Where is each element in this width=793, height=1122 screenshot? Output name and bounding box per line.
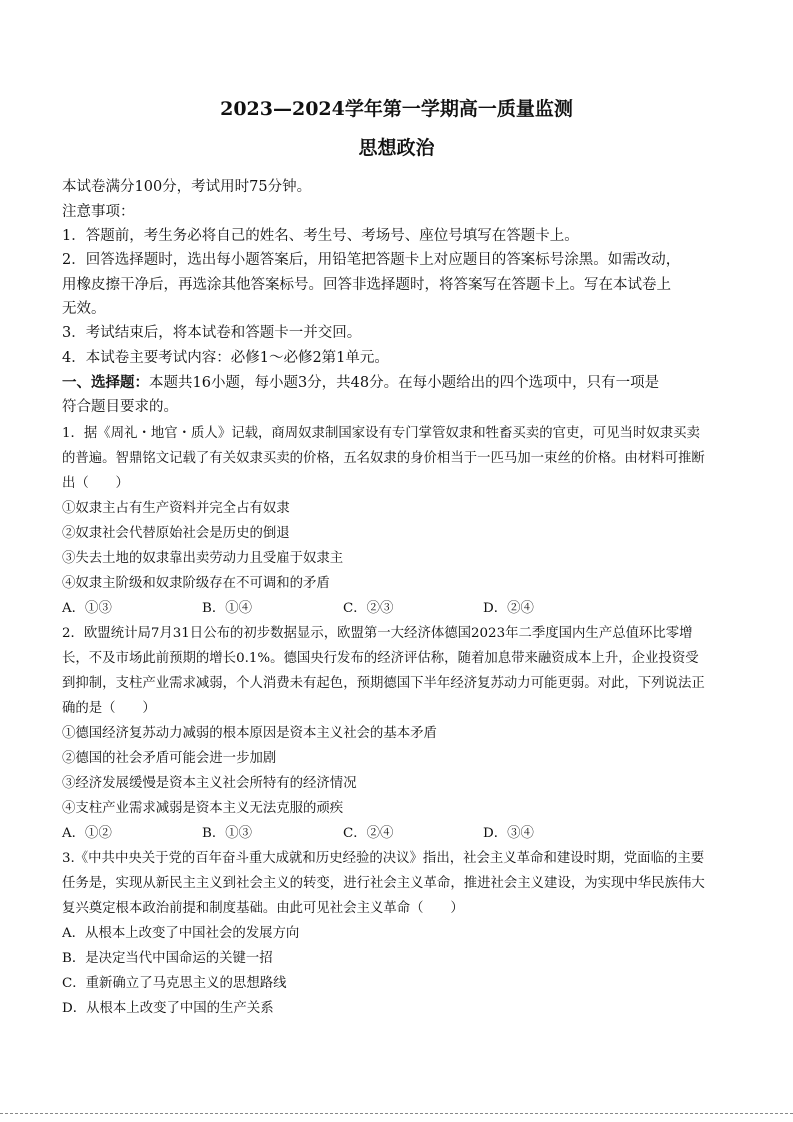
- question-3-option: B．是决定当代中国命运的关键一招: [62, 951, 273, 966]
- option-c: C．②④: [343, 826, 394, 841]
- section-desc: 本题共16小题，每小题3分，共48分。在每小题给出的四个选项中，只有一项是: [149, 375, 660, 391]
- question-1-statement: ③失去土地的奴隶靠出卖劳动力且受雇于奴隶主: [62, 551, 344, 566]
- section-header-cont: 符合题目要求的。: [62, 399, 178, 415]
- instruction-line: 本试卷满分100分，考试用时75分钟。: [62, 179, 312, 195]
- question-2-statement: ③经济发展缓慢是资本主义社会所特有的经济情况: [62, 776, 357, 791]
- page-bottom-rule: [0, 1113, 793, 1114]
- instruction-line: 3．考试结束后，将本试卷和答题卡一并交回。: [62, 325, 362, 341]
- option-b: B．①④: [202, 601, 253, 616]
- question-3-stem: 复兴奠定根本政治前提和制度基础。由此可见社会主义革命（ ）: [62, 901, 464, 916]
- instruction-line: 用橡皮擦干净后，再选涂其他答案标号。回答非选择题时，将答案写在答题卡上。写在本试卷上: [62, 277, 671, 293]
- question-2-statement: ①德国经济复苏动力减弱的根本原因是资本主义社会的基本矛盾: [62, 726, 437, 741]
- instruction-line: 注意事项：: [62, 204, 135, 220]
- section-label: 一、选择题：: [62, 374, 149, 391]
- option-a: A．①②: [62, 826, 112, 841]
- question-3-stem: 3.《中共中央关于党的百年奋斗重大成就和历史经验的决议》指出，社会主义革命和建设时期，党面临的主要: [62, 851, 705, 866]
- instruction-line: 2．回答选择题时，选出每小题答案后，用铅笔把答题卡上对应题目的答案标号涂黑。如需改动，: [62, 252, 681, 268]
- instruction-line: 4．本试卷主要考试内容：必修1～必修2第1单元。: [62, 350, 389, 366]
- question-2-stem: 长，不及市场此前预期的增长0.1%。德国央行发布的经济评估称，随着加息带来融资成本上升，企业投资受: [62, 651, 699, 666]
- option-c: C．②③: [343, 601, 394, 616]
- exam-subject: 思想政治: [358, 137, 435, 159]
- question-1-statement: ①奴隶主占有生产资料并完全占有奴隶: [62, 501, 290, 516]
- option-a: A．①③: [62, 601, 112, 616]
- instruction-line: 无效。: [62, 301, 106, 317]
- option-d: D．③④: [483, 826, 534, 841]
- question-2-statement: ②德国的社会矛盾可能会进一步加剧: [62, 751, 277, 766]
- question-1-stem: 的普遍。智鼎铭文记载了有关奴隶买卖的价格，五名奴隶的身价相当于一匹马加一束丝的价格。由材料可推断: [62, 451, 705, 466]
- question-3-stem: 任务是，实现从新民主主义到社会主义的转变，进行社会主义革命，推进社会主义建设，为实现中华民族伟大: [62, 876, 705, 891]
- question-3-option: A．从根本上改变了中国社会的发展方向: [62, 926, 300, 941]
- exam-title: 2023—2024学年第一学期高一质量监测: [220, 98, 573, 120]
- option-b: B．①③: [202, 826, 253, 841]
- question-1-stem: 出（ ）: [62, 476, 129, 491]
- question-1-statement: ④奴隶主阶级和奴隶阶级存在不可调和的矛盾: [62, 576, 330, 591]
- question-2-stem: 确的是（ ）: [62, 701, 156, 716]
- question-3-option: C．重新确立了马克思主义的思想路线: [62, 976, 287, 991]
- option-d: D．②④: [483, 601, 534, 616]
- question-2-stem: 2．欧盟统计局7月31日公布的初步数据显示，欧盟第一大经济体德国2023年二季度国内生产总值环比零增: [62, 626, 693, 641]
- question-2-statement: ④支柱产业需求减弱是资本主义无法克服的顽疾: [62, 801, 344, 816]
- question-1-statement: ②奴隶社会代替原始社会是历史的倒退: [62, 526, 290, 541]
- section-header: [62, 371, 737, 392]
- question-1-stem: 1．据《周礼・地官・质人》记载，商周奴隶制国家设有专门掌管奴隶和牲畜买卖的官吏，可见当时奴隶买卖: [62, 426, 700, 441]
- instruction-line: 1．答题前，考生务必将自己的姓名、考生号、考场号、座位号填写在答题卡上。: [62, 228, 579, 244]
- question-3-option: D．从根本上改变了中国的生产关系: [62, 1001, 274, 1016]
- question-2-stem: 到抑制，支柱产业需求减弱，个人消费未有起色，预期德国下半年经济复苏动力可能更弱。对此，下列说法正: [62, 676, 705, 691]
